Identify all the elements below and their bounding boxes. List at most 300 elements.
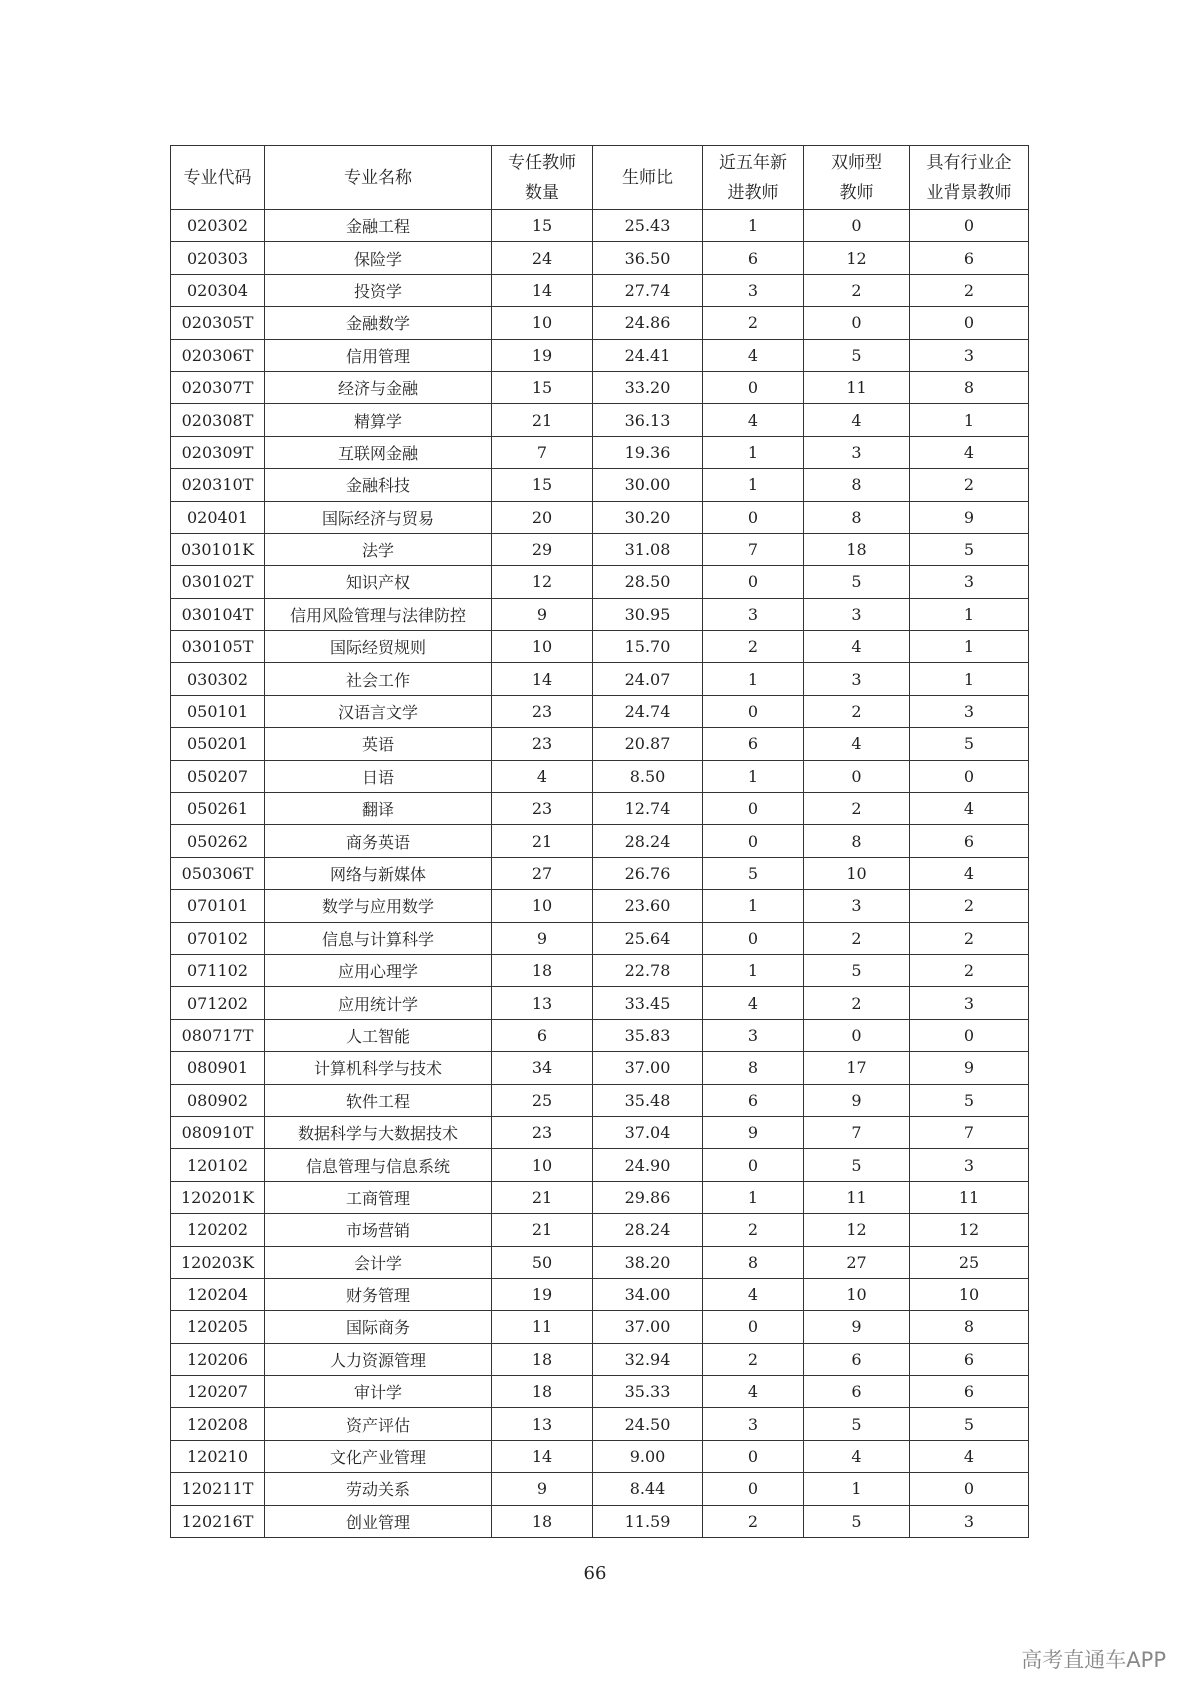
cell-student-teacher-ratio: 31.08 [593,533,703,565]
cell-major-name: 国际商务 [265,1311,492,1343]
table-row [171,987,1029,1019]
cell-major-code: 030104T [171,598,265,630]
cell-major-name: 劳动关系 [265,1473,492,1505]
cell-new-teachers: 3 [703,1408,804,1440]
cell-major-code: 030101K [171,533,265,565]
header-dual-qualified-line: 教师 [839,182,874,203]
cell-fulltime-teachers: 23 [492,1116,593,1148]
cell-industry-background: 8 [910,1311,1029,1343]
header-industry-background-line: 业背景教师 [926,182,1012,203]
table-row [171,1376,1029,1408]
cell-major-name: 网络与新媒体 [265,857,492,889]
cell-dual-qualified: 5 [804,1408,910,1440]
cell-major-code: 080910T [171,1116,265,1148]
cell-industry-background: 11 [910,1181,1029,1213]
cell-new-teachers: 1 [703,469,804,501]
cell-new-teachers: 1 [703,436,804,468]
cell-major-code: 020305T [171,307,265,339]
cell-major-code: 120216T [171,1505,265,1537]
cell-fulltime-teachers: 21 [492,1214,593,1246]
table-row [171,1116,1029,1148]
cell-major-name: 金融工程 [265,210,492,242]
header-student-teacher-ratio-line: 生师比 [622,167,673,188]
cell-student-teacher-ratio: 30.20 [593,501,703,533]
header-industry-background-line: 具有行业企 [926,152,1012,173]
cell-dual-qualified: 4 [804,728,910,760]
table-row [171,1408,1029,1440]
cell-fulltime-teachers: 13 [492,1408,593,1440]
cell-new-teachers: 9 [703,1116,804,1148]
cell-dual-qualified: 27 [804,1246,910,1278]
cell-fulltime-teachers: 18 [492,954,593,986]
cell-new-teachers: 0 [703,501,804,533]
cell-dual-qualified: 6 [804,1376,910,1408]
cell-student-teacher-ratio: 12.74 [593,793,703,825]
watermark-text: 高考直通车APP [1021,1648,1166,1672]
cell-major-code: 030105T [171,631,265,663]
cell-fulltime-teachers: 50 [492,1246,593,1278]
cell-industry-background: 3 [910,987,1029,1019]
cell-student-teacher-ratio: 30.95 [593,598,703,630]
cell-industry-background: 3 [910,695,1029,727]
cell-new-teachers: 4 [703,987,804,1019]
cell-fulltime-teachers: 10 [492,1149,593,1181]
cell-major-name: 汉语言文学 [265,695,492,727]
table-row [171,663,1029,695]
cell-dual-qualified: 12 [804,242,910,274]
table-row [171,339,1029,371]
cell-fulltime-teachers: 15 [492,469,593,501]
cell-student-teacher-ratio: 38.20 [593,1246,703,1278]
cell-industry-background: 0 [910,1473,1029,1505]
cell-industry-background: 6 [910,1343,1029,1375]
cell-major-code: 120203K [171,1246,265,1278]
cell-student-teacher-ratio: 33.45 [593,987,703,1019]
cell-major-code: 120211T [171,1473,265,1505]
cell-new-teachers: 6 [703,242,804,274]
cell-fulltime-teachers: 23 [492,793,593,825]
cell-major-code: 120201K [171,1181,265,1213]
cell-fulltime-teachers: 13 [492,987,593,1019]
cell-new-teachers: 4 [703,1376,804,1408]
cell-major-code: 070102 [171,922,265,954]
cell-major-code: 120202 [171,1214,265,1246]
cell-dual-qualified: 8 [804,469,910,501]
cell-industry-background: 25 [910,1246,1029,1278]
cell-industry-background: 0 [910,1019,1029,1051]
table-row [171,631,1029,663]
cell-fulltime-teachers: 14 [492,274,593,306]
cell-fulltime-teachers: 18 [492,1343,593,1375]
cell-student-teacher-ratio: 27.74 [593,274,703,306]
cell-new-teachers: 0 [703,793,804,825]
cell-industry-background: 4 [910,857,1029,889]
cell-major-name: 信息与计算科学 [265,922,492,954]
cell-dual-qualified: 5 [804,1505,910,1537]
cell-industry-background: 0 [910,307,1029,339]
cell-fulltime-teachers: 34 [492,1052,593,1084]
cell-major-code: 020308T [171,404,265,436]
cell-new-teachers: 6 [703,1084,804,1116]
cell-dual-qualified: 0 [804,1019,910,1051]
cell-industry-background: 7 [910,1116,1029,1148]
cell-industry-background: 4 [910,793,1029,825]
cell-major-code: 020304 [171,274,265,306]
cell-industry-background: 2 [910,469,1029,501]
cell-student-teacher-ratio: 22.78 [593,954,703,986]
cell-dual-qualified: 3 [804,436,910,468]
cell-fulltime-teachers: 4 [492,760,593,792]
cell-industry-background: 5 [910,1084,1029,1116]
cell-industry-background: 4 [910,436,1029,468]
cell-fulltime-teachers: 7 [492,436,593,468]
cell-industry-background: 6 [910,825,1029,857]
cell-major-code: 050262 [171,825,265,857]
cell-student-teacher-ratio: 32.94 [593,1343,703,1375]
cell-major-code: 070101 [171,890,265,922]
cell-student-teacher-ratio: 37.00 [593,1052,703,1084]
table-row [171,566,1029,598]
cell-dual-qualified: 6 [804,1343,910,1375]
cell-major-code: 050306T [171,857,265,889]
cell-new-teachers: 0 [703,922,804,954]
cell-dual-qualified: 17 [804,1052,910,1084]
table-row [171,1052,1029,1084]
cell-industry-background: 5 [910,1408,1029,1440]
cell-student-teacher-ratio: 19.36 [593,436,703,468]
cell-industry-background: 10 [910,1278,1029,1310]
cell-major-code: 030102T [171,566,265,598]
cell-student-teacher-ratio: 35.83 [593,1019,703,1051]
cell-major-name: 信用管理 [265,339,492,371]
cell-new-teachers: 3 [703,274,804,306]
cell-fulltime-teachers: 18 [492,1505,593,1537]
cell-major-name: 社会工作 [265,663,492,695]
cell-major-name: 经济与金融 [265,371,492,403]
cell-dual-qualified: 10 [804,857,910,889]
cell-dual-qualified: 11 [804,371,910,403]
cell-major-name: 国际经济与贸易 [265,501,492,533]
cell-fulltime-teachers: 19 [492,1278,593,1310]
cell-student-teacher-ratio: 8.50 [593,760,703,792]
cell-student-teacher-ratio: 20.87 [593,728,703,760]
cell-dual-qualified: 0 [804,210,910,242]
header-fulltime-teachers [492,146,593,210]
cell-fulltime-teachers: 10 [492,890,593,922]
cell-major-name: 财务管理 [265,1278,492,1310]
cell-new-teachers: 5 [703,857,804,889]
cell-new-teachers: 6 [703,728,804,760]
page-number: 66 [583,1563,607,1584]
cell-dual-qualified: 9 [804,1084,910,1116]
cell-dual-qualified: 7 [804,1116,910,1148]
header-major-name-line: 专业名称 [344,167,412,188]
cell-major-name: 金融科技 [265,469,492,501]
cell-new-teachers: 1 [703,210,804,242]
cell-new-teachers: 1 [703,663,804,695]
table-row [171,274,1029,306]
cell-major-code: 120205 [171,1311,265,1343]
table-row [171,825,1029,857]
cell-student-teacher-ratio: 37.00 [593,1311,703,1343]
cell-fulltime-teachers: 21 [492,1181,593,1213]
cell-student-teacher-ratio: 26.76 [593,857,703,889]
cell-major-code: 020401 [171,501,265,533]
cell-student-teacher-ratio: 35.33 [593,1376,703,1408]
cell-major-name: 信用风险管理与法律防控 [265,598,492,630]
cell-dual-qualified: 5 [804,954,910,986]
cell-major-code: 050207 [171,760,265,792]
cell-student-teacher-ratio: 25.43 [593,210,703,242]
cell-major-name: 英语 [265,728,492,760]
cell-dual-qualified: 1 [804,1473,910,1505]
cell-major-code: 120204 [171,1278,265,1310]
cell-industry-background: 3 [910,1149,1029,1181]
header-major-code-line: 专业代码 [183,167,252,188]
cell-student-teacher-ratio: 28.50 [593,566,703,598]
cell-dual-qualified: 5 [804,1149,910,1181]
cell-major-code: 030302 [171,663,265,695]
table-row [171,922,1029,954]
header-new-teachers-line: 近五年新 [719,152,787,173]
cell-major-code: 071102 [171,954,265,986]
cell-student-teacher-ratio: 36.13 [593,404,703,436]
table-row [171,728,1029,760]
cell-major-code: 050201 [171,728,265,760]
table-row [171,1084,1029,1116]
cell-fulltime-teachers: 23 [492,728,593,760]
cell-major-code: 120206 [171,1343,265,1375]
cell-student-teacher-ratio: 8.44 [593,1473,703,1505]
cell-dual-qualified: 2 [804,987,910,1019]
cell-major-name: 人力资源管理 [265,1343,492,1375]
table-row [171,1181,1029,1213]
cell-dual-qualified: 3 [804,890,910,922]
cell-new-teachers: 2 [703,1343,804,1375]
cell-dual-qualified: 2 [804,274,910,306]
cell-major-name: 知识产权 [265,566,492,598]
cell-industry-background: 5 [910,533,1029,565]
cell-student-teacher-ratio: 33.20 [593,371,703,403]
cell-dual-qualified: 0 [804,307,910,339]
cell-new-teachers: 4 [703,1278,804,1310]
table-row [171,469,1029,501]
cell-industry-background: 9 [910,1052,1029,1084]
cell-student-teacher-ratio: 11.59 [593,1505,703,1537]
cell-industry-background: 0 [910,760,1029,792]
cell-major-code: 080902 [171,1084,265,1116]
cell-dual-qualified: 2 [804,922,910,954]
header-fulltime-teachers-line: 专任教师 [508,152,576,173]
table-row [171,371,1029,403]
cell-major-code: 050101 [171,695,265,727]
cell-student-teacher-ratio: 35.48 [593,1084,703,1116]
cell-dual-qualified: 4 [804,631,910,663]
cell-fulltime-teachers: 20 [492,501,593,533]
cell-new-teachers: 0 [703,1149,804,1181]
cell-student-teacher-ratio: 30.00 [593,469,703,501]
cell-industry-background: 2 [910,922,1029,954]
cell-major-code: 020310T [171,469,265,501]
cell-new-teachers: 0 [703,695,804,727]
cell-new-teachers: 2 [703,1214,804,1246]
cell-student-teacher-ratio: 24.74 [593,695,703,727]
cell-fulltime-teachers: 25 [492,1084,593,1116]
cell-major-name: 应用统计学 [265,987,492,1019]
cell-student-teacher-ratio: 25.64 [593,922,703,954]
cell-major-code: 020307T [171,371,265,403]
table-row [171,1473,1029,1505]
cell-major-code: 020303 [171,242,265,274]
cell-major-name: 审计学 [265,1376,492,1408]
cell-new-teachers: 8 [703,1246,804,1278]
table-row [171,1149,1029,1181]
cell-industry-background: 6 [910,242,1029,274]
header-major-code [171,146,265,210]
cell-new-teachers: 1 [703,1181,804,1213]
cell-student-teacher-ratio: 37.04 [593,1116,703,1148]
cell-dual-qualified: 18 [804,533,910,565]
table-row [171,404,1029,436]
cell-major-name: 数据科学与大数据技术 [265,1116,492,1148]
cell-industry-background: 1 [910,663,1029,695]
cell-major-code: 020302 [171,210,265,242]
cell-dual-qualified: 3 [804,663,910,695]
cell-major-code: 050261 [171,793,265,825]
cell-major-name: 人工智能 [265,1019,492,1051]
cell-dual-qualified: 4 [804,404,910,436]
cell-new-teachers: 3 [703,598,804,630]
table-row [171,210,1029,242]
cell-new-teachers: 0 [703,371,804,403]
cell-major-code: 080717T [171,1019,265,1051]
cell-industry-background: 1 [910,598,1029,630]
cell-new-teachers: 2 [703,631,804,663]
cell-dual-qualified: 2 [804,695,910,727]
cell-student-teacher-ratio: 24.50 [593,1408,703,1440]
cell-major-name: 保险学 [265,242,492,274]
cell-major-code: 020309T [171,436,265,468]
cell-fulltime-teachers: 18 [492,1376,593,1408]
cell-new-teachers: 0 [703,1440,804,1472]
cell-major-name: 资产评估 [265,1408,492,1440]
cell-fulltime-teachers: 19 [492,339,593,371]
cell-industry-background: 1 [910,404,1029,436]
table-row [171,695,1029,727]
table-row [171,1343,1029,1375]
cell-fulltime-teachers: 9 [492,922,593,954]
cell-industry-background: 3 [910,339,1029,371]
header-dual-qualified-line: 双师型 [831,152,882,173]
cell-fulltime-teachers: 21 [492,404,593,436]
cell-major-name: 日语 [265,760,492,792]
table-row [171,533,1029,565]
cell-new-teachers: 0 [703,566,804,598]
cell-major-name: 数学与应用数学 [265,890,492,922]
header-industry-background [910,146,1029,210]
table-row [171,857,1029,889]
cell-fulltime-teachers: 10 [492,631,593,663]
table-row [171,598,1029,630]
cell-dual-qualified: 2 [804,793,910,825]
cell-fulltime-teachers: 27 [492,857,593,889]
cell-major-name: 商务英语 [265,825,492,857]
cell-fulltime-teachers: 10 [492,307,593,339]
cell-industry-background: 3 [910,1505,1029,1537]
cell-dual-qualified: 5 [804,566,910,598]
cell-major-name: 工商管理 [265,1181,492,1213]
header-student-teacher-ratio [593,146,703,210]
cell-dual-qualified: 5 [804,339,910,371]
cell-new-teachers: 1 [703,890,804,922]
cell-major-code: 120102 [171,1149,265,1181]
cell-major-name: 精算学 [265,404,492,436]
header-fulltime-teachers-line: 数量 [525,182,559,203]
cell-student-teacher-ratio: 24.07 [593,663,703,695]
cell-student-teacher-ratio: 24.86 [593,307,703,339]
table-row [171,1019,1029,1051]
cell-student-teacher-ratio: 34.00 [593,1278,703,1310]
cell-new-teachers: 7 [703,533,804,565]
cell-new-teachers: 4 [703,404,804,436]
cell-new-teachers: 0 [703,1311,804,1343]
cell-major-name: 会计学 [265,1246,492,1278]
cell-dual-qualified: 8 [804,825,910,857]
table-row [171,1246,1029,1278]
cell-industry-background: 6 [910,1376,1029,1408]
cell-student-teacher-ratio: 23.60 [593,890,703,922]
cell-major-name: 应用心理学 [265,954,492,986]
cell-dual-qualified: 3 [804,598,910,630]
cell-industry-background: 5 [910,728,1029,760]
header-new-teachers-line: 进教师 [727,182,779,203]
cell-fulltime-teachers: 29 [492,533,593,565]
cell-fulltime-teachers: 21 [492,825,593,857]
table-row [171,1440,1029,1472]
cell-major-name: 创业管理 [265,1505,492,1537]
cell-fulltime-teachers: 11 [492,1311,593,1343]
cell-student-teacher-ratio: 24.41 [593,339,703,371]
major-faculty-table [170,145,1029,1538]
table-row [171,307,1029,339]
cell-industry-background: 2 [910,890,1029,922]
cell-major-code: 080901 [171,1052,265,1084]
cell-industry-background: 2 [910,954,1029,986]
cell-student-teacher-ratio: 28.24 [593,1214,703,1246]
cell-fulltime-teachers: 15 [492,371,593,403]
cell-fulltime-teachers: 14 [492,663,593,695]
cell-major-name: 金融数学 [265,307,492,339]
cell-industry-background: 1 [910,631,1029,663]
table-row [171,1311,1029,1343]
cell-student-teacher-ratio: 9.00 [593,1440,703,1472]
table-row [171,793,1029,825]
cell-dual-qualified: 0 [804,760,910,792]
cell-major-name: 信息管理与信息系统 [265,1149,492,1181]
table-row [171,1505,1029,1537]
cell-industry-background: 0 [910,210,1029,242]
cell-fulltime-teachers: 12 [492,566,593,598]
cell-dual-qualified: 4 [804,1440,910,1472]
cell-industry-background: 2 [910,274,1029,306]
cell-major-code: 020306T [171,339,265,371]
table-body [171,210,1029,1538]
cell-major-name: 计算机科学与技术 [265,1052,492,1084]
table-row [171,436,1029,468]
table-row [171,890,1029,922]
cell-major-name: 投资学 [265,274,492,306]
cell-major-name: 文化产业管理 [265,1440,492,1472]
